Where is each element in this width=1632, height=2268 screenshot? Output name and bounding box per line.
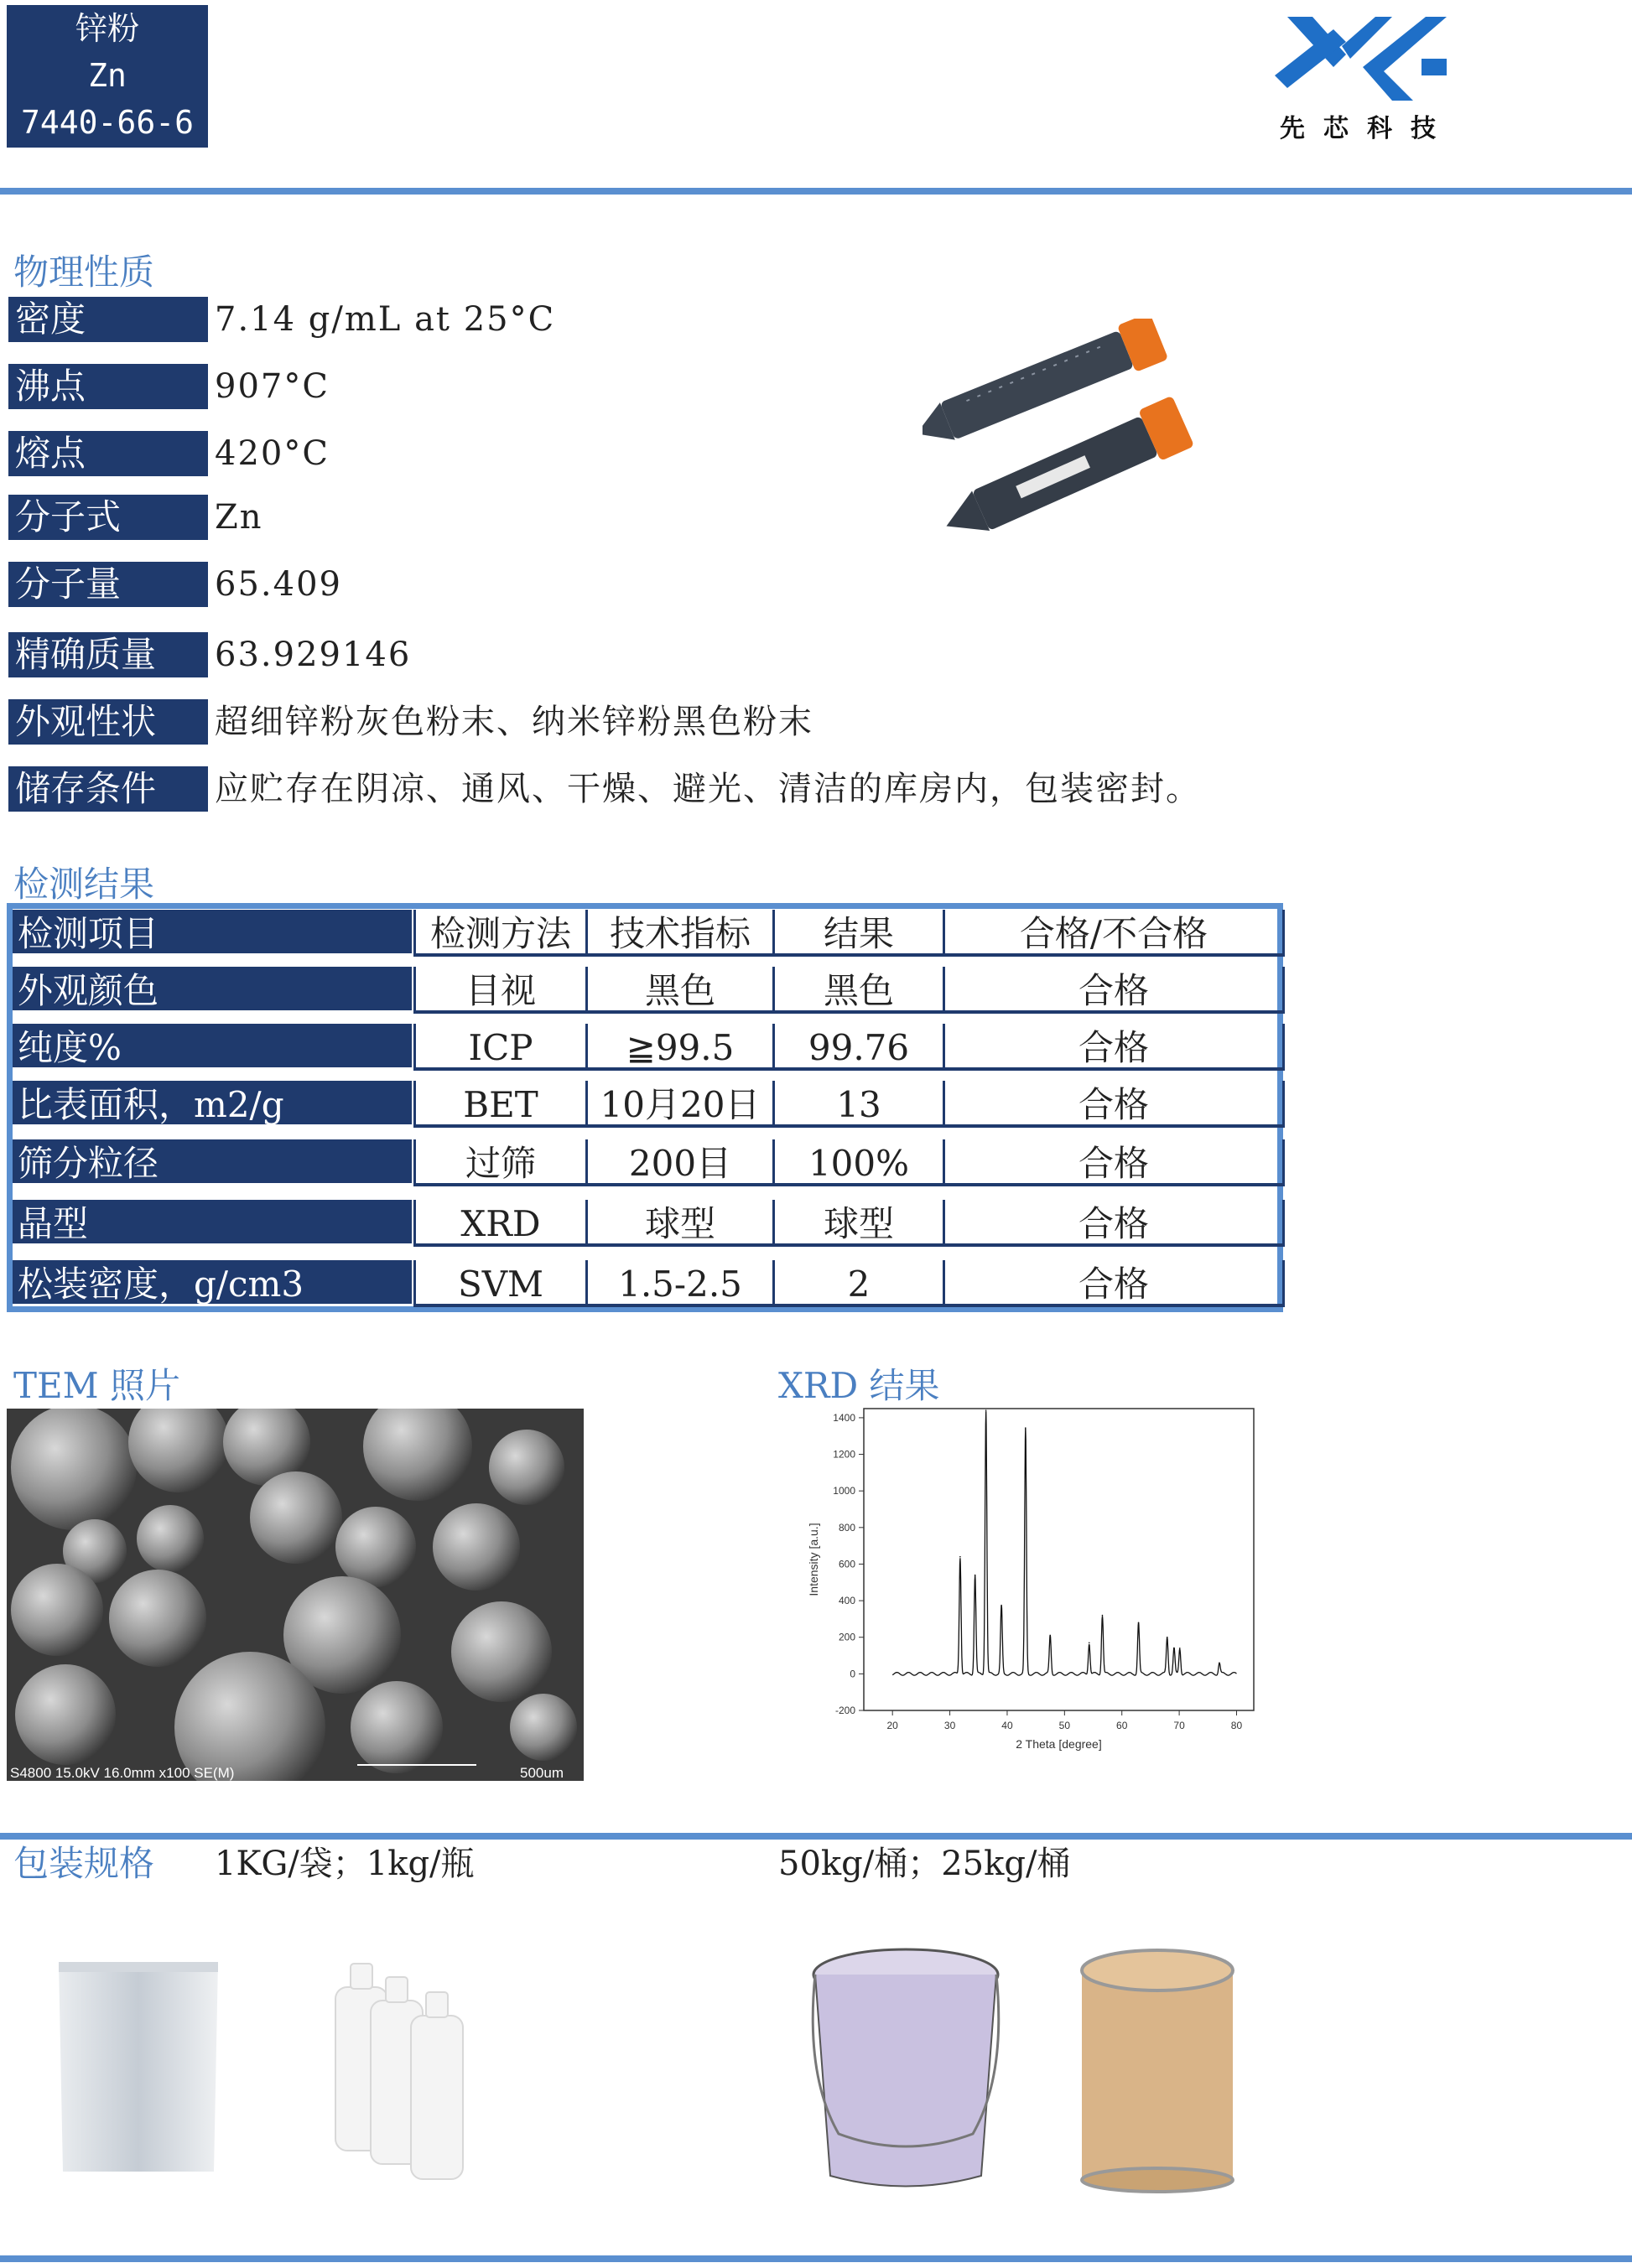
table-header-row — [13, 910, 1279, 957]
table-cell: 纯度% — [13, 1024, 412, 1067]
tem-caption-right: 500um — [520, 1765, 564, 1781]
table-cell: 合格 — [943, 1260, 1285, 1307]
y-tick-label: 400 — [838, 1595, 855, 1607]
xrd-peak-point — [1173, 1648, 1175, 1649]
table-cell: XRD — [413, 1200, 585, 1247]
xrd-peak-point — [1001, 1606, 1002, 1607]
y-axis-label: Intensity [a.u.] — [807, 1523, 820, 1596]
table-cell: ICP — [413, 1024, 585, 1071]
footer-rule — [0, 2255, 1632, 2262]
table-row — [13, 1024, 1279, 1071]
xrd-peak-point — [1025, 1428, 1026, 1430]
header-rule — [0, 188, 1632, 195]
x-tick-label: 60 — [1116, 1720, 1128, 1731]
xrd-peak-point — [985, 1409, 987, 1411]
table-cell: ≧99.5 — [585, 1024, 772, 1071]
sample-tube-image — [923, 319, 1241, 562]
x-tick-label: 70 — [1173, 1720, 1185, 1731]
tests-section-title: 检测结果 — [13, 864, 155, 905]
property-value: 超细锌粉灰色粉末、纳米锌粉黑色粉末 — [215, 703, 813, 741]
packaging-section-title: 包装规格 — [13, 1843, 155, 1884]
physical-section-title: 物理性质 — [13, 252, 155, 293]
packaging-small-text: 1KG/袋；1kg/瓶 — [215, 1845, 475, 1883]
xrd-peak-point — [1089, 1642, 1090, 1643]
y-tick-label: 200 — [838, 1631, 855, 1643]
table-cell: 球型 — [772, 1200, 943, 1247]
table-cell: 合格 — [943, 1200, 1285, 1247]
x-tick-label: 50 — [1058, 1720, 1071, 1731]
property-value: 65.409 — [215, 565, 342, 604]
property-label: 精确质量 — [8, 632, 208, 677]
table-cell: 合格 — [943, 1139, 1285, 1186]
property-row-appearance — [8, 699, 1182, 745]
x-tick-label: 20 — [886, 1720, 898, 1731]
xrd-peak-point — [1138, 1622, 1140, 1623]
property-value: 63.929146 — [215, 636, 412, 674]
property-label: 分子量 — [8, 562, 208, 607]
x-tick-label: 80 — [1230, 1720, 1243, 1731]
property-label: 熔点 — [8, 431, 208, 476]
property-row-molecular-weight — [8, 562, 1182, 607]
table-cell: 球型 — [585, 1200, 772, 1247]
property-label: 分子式 — [8, 495, 208, 540]
xrd-peak-point — [1219, 1662, 1220, 1663]
xrd-section-title: XRD 结果 — [778, 1365, 940, 1406]
y-tick-label: 600 — [838, 1558, 855, 1570]
metal-drum-image — [805, 1941, 1006, 2197]
table-cell: BET — [413, 1081, 585, 1128]
table-row — [13, 1260, 1279, 1307]
table-cell: 99.76 — [772, 1024, 943, 1071]
table-header-cell: 技术指标 — [585, 910, 772, 957]
table-cell: 筛分粒径 — [13, 1139, 412, 1183]
table-row — [13, 967, 1279, 1014]
fiber-drum-image — [1073, 1945, 1241, 2197]
logo-mark-icon — [1266, 8, 1468, 105]
table-cell: 1.5-2.5 — [585, 1260, 772, 1307]
table-cell: 合格 — [943, 1024, 1285, 1071]
y-tick-label: 0 — [850, 1668, 855, 1680]
table-cell: 合格 — [943, 967, 1285, 1014]
table-cell: 200目 — [585, 1139, 772, 1186]
property-label: 外观性状 — [8, 699, 208, 745]
table-cell: 松装密度，g/cm3 — [13, 1260, 412, 1304]
y-tick-label: -200 — [834, 1705, 855, 1716]
table-cell: 晶型 — [13, 1200, 412, 1243]
x-tick-label: 30 — [943, 1720, 956, 1731]
table-header-cell: 结果 — [772, 910, 943, 957]
property-value: Zn — [215, 498, 263, 537]
table-row — [13, 1139, 1279, 1186]
xrd-peak-point — [1049, 1635, 1051, 1637]
property-label: 密度 — [8, 297, 208, 342]
company-logo — [1266, 8, 1468, 143]
table-cell: 13 — [772, 1081, 943, 1128]
xrd-peak-point — [1167, 1637, 1168, 1638]
xrd-peak-point — [975, 1575, 976, 1576]
plot-frame — [864, 1409, 1254, 1710]
property-value: 907°C — [215, 367, 330, 406]
xrd-peak-point — [1179, 1648, 1181, 1649]
xrd-peak-point — [1102, 1615, 1104, 1617]
product-formula: Zn — [88, 57, 127, 94]
table-cell: 过筛 — [413, 1139, 585, 1186]
table-cell: 比表面积，m2/g — [13, 1081, 412, 1124]
property-value: 应贮存在阴凉、通风、干燥、避光、清洁的库房内，包装密封。 — [215, 770, 1201, 808]
table-cell: 合格 — [943, 1081, 1285, 1128]
table-cell: 2 — [772, 1260, 943, 1307]
logo-text: 先芯科技 — [1280, 114, 1454, 143]
table-row — [13, 1200, 1279, 1247]
table-header-cell: 合格/不合格 — [943, 910, 1285, 957]
tem-section-title: TEM 照片 — [13, 1365, 181, 1406]
property-label: 储存条件 — [8, 766, 208, 812]
table-header-cell: 检测项目 — [13, 910, 412, 953]
property-row-exact-mass — [8, 632, 1182, 677]
tem-image — [7, 1409, 584, 1781]
property-row-storage — [8, 766, 1201, 812]
xrd-chart — [793, 1396, 1262, 1757]
foil-bag-image — [50, 1945, 226, 2180]
x-tick-label: 40 — [1001, 1720, 1013, 1731]
property-value: 7.14 g/mL at 25°C — [215, 300, 556, 339]
x-axis-label: 2 Theta [degree] — [1016, 1737, 1102, 1751]
y-tick-label: 1400 — [833, 1411, 855, 1424]
table-header-cell: 检测方法 — [413, 910, 585, 957]
plastic-bottles-image — [319, 1945, 486, 2188]
property-label: 沸点 — [8, 364, 208, 409]
y-tick-label: 1000 — [833, 1485, 855, 1497]
table-cell: 10月20日 — [585, 1081, 772, 1128]
table-cell: 黑色 — [772, 967, 943, 1014]
product-name: 锌粉 — [75, 10, 139, 47]
product-title-box — [7, 5, 208, 148]
table-cell: 100% — [772, 1139, 943, 1186]
tem-caption-left: S4800 15.0kV 16.0mm x100 SE(M) — [10, 1765, 235, 1781]
y-tick-label: 1200 — [833, 1448, 855, 1461]
xrd-spectrum-line — [892, 1411, 1236, 1675]
y-tick-label: 800 — [838, 1521, 855, 1534]
packaging-rule — [0, 1833, 1632, 1840]
table-cell: SVM — [413, 1260, 585, 1307]
packaging-large-text: 50kg/桶；25kg/桶 — [778, 1845, 1071, 1883]
property-value: 420°C — [215, 434, 330, 473]
table-cell: 目视 — [413, 967, 585, 1014]
product-cas: 7440-66-6 — [21, 104, 194, 141]
table-cell: 外观颜色 — [13, 967, 412, 1010]
table-row — [13, 1081, 1279, 1128]
table-cell: 黑色 — [585, 967, 772, 1014]
xrd-peak-point — [959, 1556, 961, 1558]
